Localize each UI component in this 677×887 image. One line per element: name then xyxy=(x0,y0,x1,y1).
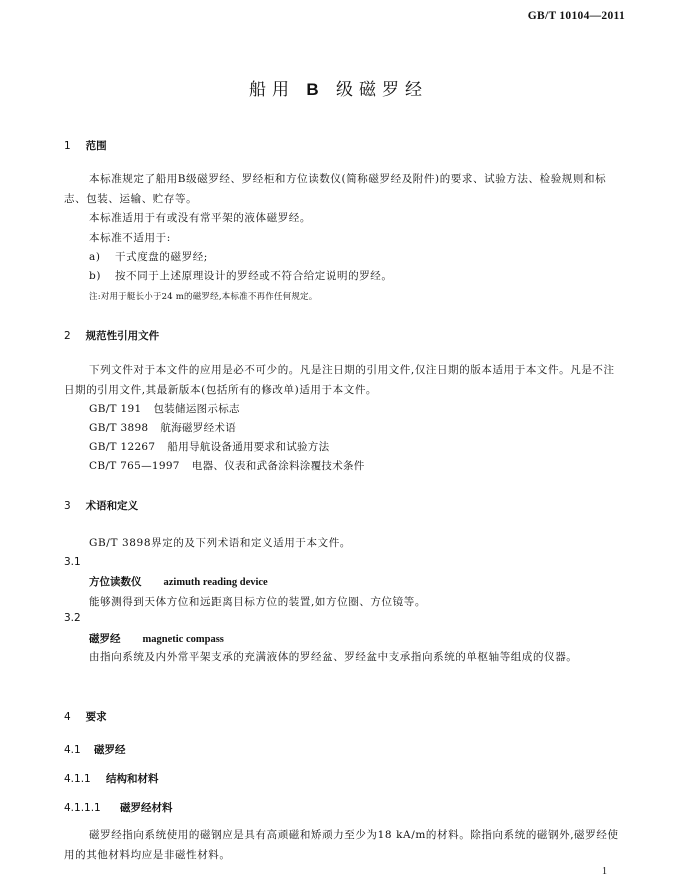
list-item xyxy=(89,268,393,283)
term-number: 3.1 xyxy=(64,556,81,568)
term-zh: 磁罗经 xyxy=(89,633,121,645)
section-3-paragraph-1: GB/T 3898界定的及下列术语和定义适用于本文件。 xyxy=(89,537,351,549)
section-number: 1 xyxy=(64,140,71,152)
section-title: 规范性引用文件 xyxy=(85,330,160,342)
section-1-note: 注:对用于艇长小于24 m的磁罗经,本标准不再作任何规定。 xyxy=(89,292,318,302)
subsection-4-1-1-1-heading: 4.1.1.1 磁罗经材料 xyxy=(64,802,173,814)
reference-item: GB/T 191 包装储运图示标志 xyxy=(89,403,240,415)
term-heading xyxy=(89,574,268,589)
reference-item: GB/T 3898 航海磁罗经术语 xyxy=(89,422,237,434)
section-1-heading xyxy=(64,138,107,153)
list-text: 按不同于上述原理设计的罗经或不符合给定说明的罗经。 xyxy=(115,270,393,282)
term-definition: 由指向系统及内外常平架支承的充满液体的罗经盆、罗经盆中支承指向系统的单枢轴等组成的仪器。 xyxy=(89,651,578,663)
list-marker: a) xyxy=(89,251,101,263)
section-1-paragraph-2: 本标准适用于有或没有常平架的液体磁罗经。 xyxy=(89,212,311,224)
term-number: 3.2 xyxy=(64,612,81,624)
document-title xyxy=(0,75,677,100)
subsection-4-1-heading: 4.1 磁罗经 xyxy=(64,744,126,756)
list-text: 干式度盘的磁罗经; xyxy=(115,251,208,263)
page-number: 1 xyxy=(602,866,607,877)
reference-item: GB/T 12267 船用导航设备通用要求和试验方法 xyxy=(89,441,330,453)
title-grade: B xyxy=(306,80,325,99)
reference-item: CB/T 765—1997 电器、仪表和武备涂料涂覆技术条件 xyxy=(89,460,365,472)
section-title: 范围 xyxy=(85,140,107,152)
term-heading xyxy=(89,631,224,646)
term-en: magnetic compass xyxy=(142,634,224,645)
section-4-heading xyxy=(64,709,107,724)
term-en: azimuth reading device xyxy=(163,577,268,588)
section-number: 3 xyxy=(64,500,71,512)
section-3-heading xyxy=(64,498,138,513)
standard-code: GB/T 10104—2011 xyxy=(527,10,625,22)
section-number: 4 xyxy=(64,711,71,723)
section-1-paragraph-3: 本标准不适用于: xyxy=(89,232,171,244)
section-title: 术语和定义 xyxy=(85,500,139,512)
section-2-paragraph-1: 下列文件对于本文件的应用是必不可少的。凡是注日期的引用文件,仅注日期的版本适用于本文件。凡是不注日期的引用文件,其最新版本(包括所有的修改单)适用于本文件。 xyxy=(64,364,615,396)
term-definition: 能够测得到天体方位和远距离目标方位的装置,如方位圈、方位镜等。 xyxy=(89,596,426,608)
list-marker: b) xyxy=(89,270,102,282)
section-1-paragraph-1: 本标准规定了船用B级磁罗经、罗经柜和方位读数仪(简称磁罗经及附件)的要求、试验方法、检验规则和标志、包装、运输、贮存等。 xyxy=(64,173,607,205)
title-suffix: 级磁罗经 xyxy=(336,80,429,100)
section-4-paragraph-1: 磁罗经指向系统使用的磁钢应是具有高顽磁和矫顽力至少为18 kA/m的材料。除指向系统的磁钢外,磁罗经使用的其他材料均应是非磁性材料。 xyxy=(64,829,619,861)
section-2-heading xyxy=(64,328,159,343)
subsection-4-1-1-heading: 4.1.1 结构和材料 xyxy=(64,773,159,785)
section-number: 2 xyxy=(64,330,71,342)
title-prefix: 船用 xyxy=(248,80,295,100)
term-zh: 方位读数仪 xyxy=(89,576,142,588)
section-title: 要求 xyxy=(85,711,107,723)
list-item xyxy=(89,249,208,264)
